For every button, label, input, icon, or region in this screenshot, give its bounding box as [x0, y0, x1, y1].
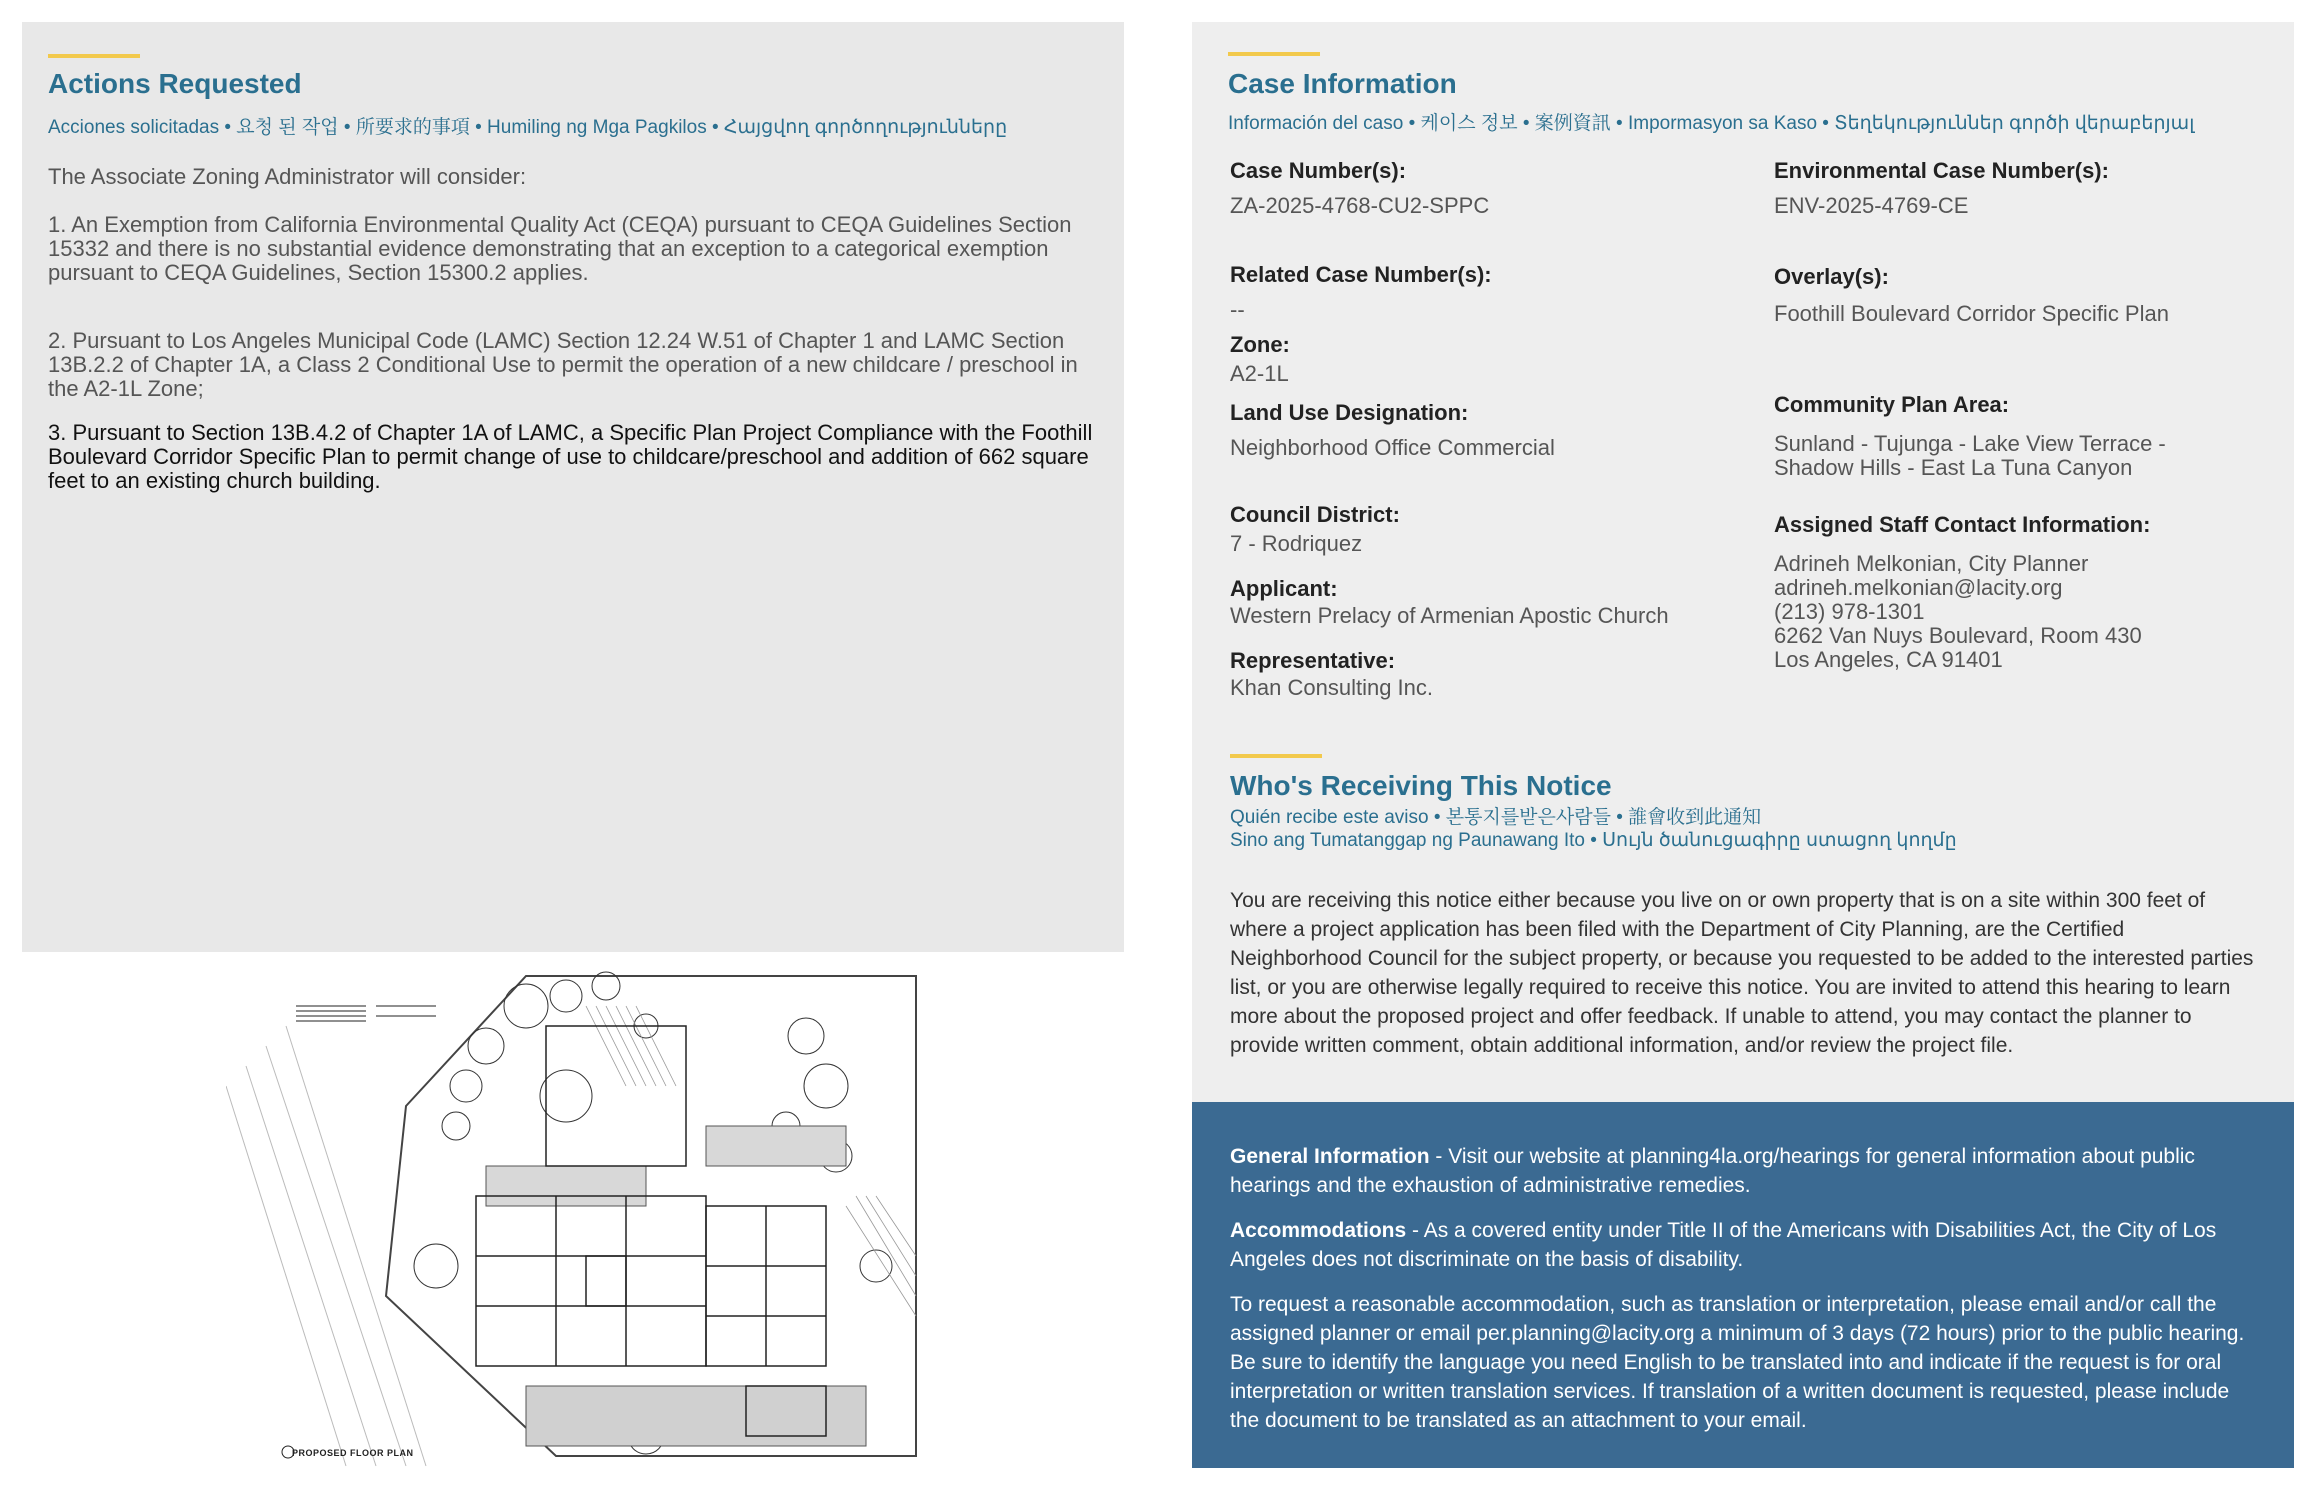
council-district-label: Council District: [1230, 502, 1400, 527]
land-use-label: Land Use Designation: [1230, 400, 1469, 425]
staff-address-line1: 6262 Van Nuys Boulevard, Room 430 [1774, 623, 2142, 648]
notice-title: Who's Receiving This Notice [1230, 770, 1612, 801]
case-information-panel [1192, 22, 2294, 1102]
community-plan-label: Community Plan Area: [1774, 392, 2010, 417]
community-plan-line1: Sunland - Tujunga - Lake View Terrace - [1774, 431, 2166, 456]
general-info-paragraph [1230, 1142, 2256, 1200]
staff-address-line2: Los Angeles, CA 91401 [1774, 647, 2003, 672]
notice-body: You are receiving this notice either because you live on or own property that is on a site within 300 feet of where a project application has been filed with the Department of City Planning, are the Certified Neighborhood Council for the subject property, or because you requested to be added to the interested parties list, or you are otherwise legally required to receive this notice. You are invited to attend this hearing to learn more about the proposed project and offer feedback. If unable to attend, you may contact the planner to provide written comment, obtain additional information, and/or review the project file. [1230, 889, 2254, 1057]
case-numbers-label: Case Number(s): [1230, 158, 1407, 183]
zone-value: A2-1L [1230, 361, 1289, 386]
action-item-1: 1. An Exemption from California Environmental Quality Act (CEQA) pursuant to CEQA Guidelines Section 15332 and there is no substantial evidence demonstrating that an exception to a categorical exemption pursuant to CEQA Guidelines, Section 15300.2 applies. [48, 212, 1072, 285]
case-title: Case Information [1228, 68, 1457, 99]
land-use-value: Neighborhood Office Commercial [1230, 435, 1555, 460]
accommodations-paragraph [1230, 1216, 2256, 1274]
applicant-value: Western Prelacy of Armenian Apostic Church [1230, 603, 1669, 628]
actions-title: Actions Requested [48, 68, 302, 99]
accommodation-request-paragraph: To request a reasonable accommodation, such as translation or interpretation, please email and/or call the assigned planner or email per.planning@lacity.org a minimum of 3 days (72 hours) prior to the public hearing. Be sure to identify the language you need English to be translated into and indicate if the request is for oral interpretation or written translation services. If translation of a written document is requested, please include the document to be translated as an attachment to your email. [1230, 1293, 2245, 1432]
notice-subtitle-1: Quién recibe este aviso • 본통지를받은사람들 • 誰會收到此通知 [1230, 807, 1762, 828]
actions-subtitle: Acciones solicitadas • 요청 된 작업 • 所要求的事項 • Humiling ng Mga Pagkilos • Հայցվող գործողությունները [48, 117, 1008, 138]
floor-plan-label: PROPOSED FLOOR PLAN [292, 1448, 414, 1458]
case-subtitle: Información del caso • 케이스 정보 • 案例資訊 • Impormasyon sa Kaso • Տեղեկություններ գործի վերաբերյալ [1228, 113, 2195, 134]
accommodations-label: Accommodations [1230, 1219, 1407, 1242]
related-case-value: -- [1230, 297, 1245, 322]
case-numbers-value: ZA-2025-4768-CU2-SPPC [1230, 193, 1490, 218]
floor-plan-drawing [226, 966, 922, 1468]
staff-contact-label: Assigned Staff Contact Information: [1774, 512, 2151, 537]
representative-value: Khan Consulting Inc. [1230, 675, 1434, 700]
actions-requested-panel [22, 22, 1124, 952]
staff-phone: (213) 978-1301 [1774, 599, 1925, 624]
zone-label: Zone: [1230, 332, 1290, 357]
accommodations-text: - As a covered entity under Title II of the Americans with Disabilities Act, the City of Los Angeles does not discriminate on the basis of disability. [1230, 1219, 2217, 1271]
related-case-label: Related Case Number(s): [1230, 262, 1492, 287]
env-case-value: ENV-2025-4769-CE [1774, 193, 1969, 218]
staff-name: Adrineh Melkonian, City Planner [1774, 551, 2089, 576]
staff-email[interactable]: adrineh.melkonian@lacity.org [1774, 575, 2063, 600]
env-case-label: Environmental Case Number(s): [1774, 158, 2109, 183]
action-item-2: 2. Pursuant to Los Angeles Municipal Code (LAMC) Section 12.24 W.51 of Chapter 1 and LAMC Section 13B.2.2 of Chapter 1A, a Class 2 Conditional Use to permit the operation of a new childcare / preschool in the A2-1L Zone; [48, 328, 1078, 401]
general-information-box [1192, 1102, 2294, 1468]
community-plan-line2: Shadow Hills - East La Tuna Canyon [1774, 455, 2133, 480]
notice-subtitle-2: Sino ang Tumatanggap ng Paunawang Ito • Սույն ծանուցագիրը ստացող կողմը [1230, 830, 1957, 851]
overlay-label: Overlay(s): [1774, 264, 1889, 289]
section-accent-bar [48, 54, 140, 58]
general-info-label: General Information [1230, 1145, 1430, 1168]
actions-intro: The Associate Zoning Administrator will consider: [48, 164, 527, 189]
general-info-text: - Visit our website at planning4la.org/hearings for general information about public hearings and the exhaustion of administrative remedies. [1230, 1145, 2195, 1197]
overlay-value: Foothill Boulevard Corridor Specific Plan [1774, 301, 2169, 326]
representative-label: Representative: [1230, 648, 1396, 673]
action-item-3: 3. Pursuant to Section 13B.4.2 of Chapter 1A of LAMC, a Specific Plan Project Compliance with the Foothill Boulevard Corridor Specific Plan to permit change of use to childcare/preschool and addition of 662 square feet to an existing church building. [48, 420, 1093, 493]
section-accent-bar [1228, 52, 1320, 56]
applicant-label: Applicant: [1230, 576, 1338, 601]
council-district-value: 7 - Rodriquez [1230, 531, 1363, 556]
section-accent-bar [1230, 754, 1322, 758]
